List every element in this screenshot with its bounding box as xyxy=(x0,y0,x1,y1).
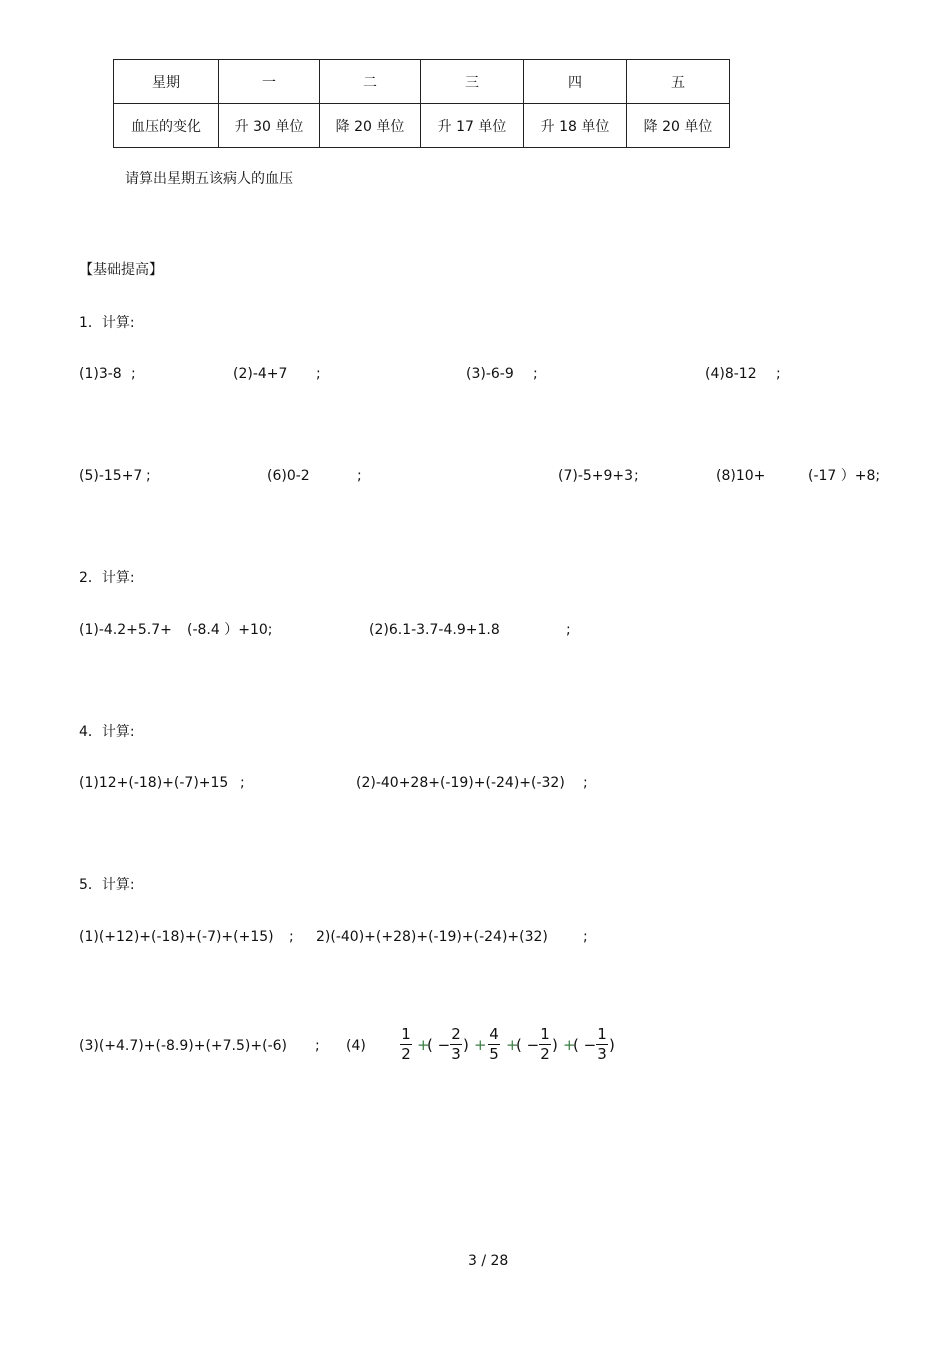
denominator: 3 xyxy=(451,1045,461,1063)
semicolon: ; xyxy=(533,366,538,382)
semicolon: ; xyxy=(566,622,571,638)
semicolon: ; xyxy=(357,468,362,484)
numerator: 1 xyxy=(540,1025,550,1043)
open-paren-minus: ( − xyxy=(427,1036,451,1054)
semicolon: ; xyxy=(583,929,588,945)
q1-item-2: (2)-4+7 xyxy=(233,366,288,382)
q2-label: 2．计算: xyxy=(79,570,135,586)
question-text: 请算出星期五该病人的血压 xyxy=(125,171,293,187)
q2-item-1: (1)-4.2+5.7+ xyxy=(79,622,172,638)
denominator: 5 xyxy=(489,1045,499,1063)
q2-item-1-tail: (-8.4 ）+10; xyxy=(187,622,273,638)
numerator: 4 xyxy=(489,1025,499,1043)
denominator: 2 xyxy=(401,1045,411,1063)
semicolon: ; xyxy=(131,366,136,382)
semicolon: ; xyxy=(146,468,151,484)
q5-label: 5．计算: xyxy=(79,877,135,893)
table-cell: 三 xyxy=(421,60,524,104)
q1-item-4: (4)8-12 xyxy=(705,366,757,382)
q2-item-2: (2)6.1-3.7-4.9+1.8 xyxy=(369,622,500,638)
q4-item-1: (1)12+(-18)+(-7)+15 xyxy=(79,775,229,791)
q5-item-4: (4) xyxy=(346,1038,366,1054)
q1-item-1: (1)3-8 xyxy=(79,366,122,382)
numerator: 1 xyxy=(597,1025,607,1043)
q1-item-8: (8)10+ xyxy=(716,468,766,484)
close-paren: ) xyxy=(609,1036,615,1054)
table-cell: 二 xyxy=(320,60,421,104)
q1-item-6: (6)0-2 xyxy=(267,468,310,484)
semicolon: ; xyxy=(289,929,294,945)
numerator: 2 xyxy=(451,1025,461,1043)
q1-label: 1．计算: xyxy=(79,315,135,331)
q1-item-8-tail: (-17 ）+8; xyxy=(808,468,881,484)
table-cell: 星期 xyxy=(114,60,219,104)
blood-pressure-table xyxy=(113,59,730,148)
table-header-row xyxy=(114,60,730,104)
fraction xyxy=(487,1025,501,1064)
q4-label: 4．计算: xyxy=(79,724,135,740)
fraction xyxy=(538,1025,552,1064)
open-paren-minus: ( − xyxy=(573,1036,597,1054)
table-cell: 降 20 单位 xyxy=(627,104,730,148)
q1-item-5: (5)-15+7 xyxy=(79,468,143,484)
table-cell: 血压的变化 xyxy=(114,104,219,148)
semicolon: ; xyxy=(316,366,321,382)
q5-item-1: (1)(+12)+(-18)+(-7)+(+15) xyxy=(79,929,274,945)
semicolon: ; xyxy=(240,775,245,791)
fraction xyxy=(449,1025,463,1064)
table-cell: 升 17 单位 xyxy=(421,104,524,148)
fraction xyxy=(595,1025,609,1064)
table-cell: 五 xyxy=(627,60,730,104)
plus-sign: + xyxy=(563,1036,576,1054)
section-title: 【基础提高】 xyxy=(79,262,163,278)
table-cell: 四 xyxy=(524,60,627,104)
page-number: 3 / 28 xyxy=(468,1253,509,1269)
table-cell: 降 20 单位 xyxy=(320,104,421,148)
table-cell: 升 30 单位 xyxy=(219,104,320,148)
semicolon: ; xyxy=(315,1038,320,1054)
table-cell: 一 xyxy=(219,60,320,104)
plus-sign: + xyxy=(474,1036,487,1054)
q1-item-3: (3)-6-9 xyxy=(466,366,514,382)
open-paren-minus: ( − xyxy=(516,1036,540,1054)
table-cell: 升 18 单位 xyxy=(524,104,627,148)
q5-item-3: (3)(+4.7)+(-8.9)+(+7.5)+(-6) xyxy=(79,1038,287,1054)
plus-sign: + xyxy=(506,1036,519,1054)
denominator: 3 xyxy=(597,1045,607,1063)
close-paren: ) xyxy=(552,1036,558,1054)
numerator: 1 xyxy=(401,1025,411,1043)
plus-sign: + xyxy=(417,1036,430,1054)
fraction xyxy=(399,1025,413,1064)
q1-item-7: (7)-5+9+3 xyxy=(558,468,634,484)
denominator: 2 xyxy=(540,1045,550,1063)
q5-item-2: 2)(-40)+(+28)+(-19)+(-24)+(32) xyxy=(316,929,548,945)
table-row xyxy=(114,104,730,148)
semicolon: ; xyxy=(776,366,781,382)
q4-item-2: (2)-40+28+(-19)+(-24)+(-32) xyxy=(356,775,565,791)
semicolon: ; xyxy=(583,775,588,791)
close-paren: ) xyxy=(463,1036,469,1054)
semicolon: ; xyxy=(634,468,639,484)
